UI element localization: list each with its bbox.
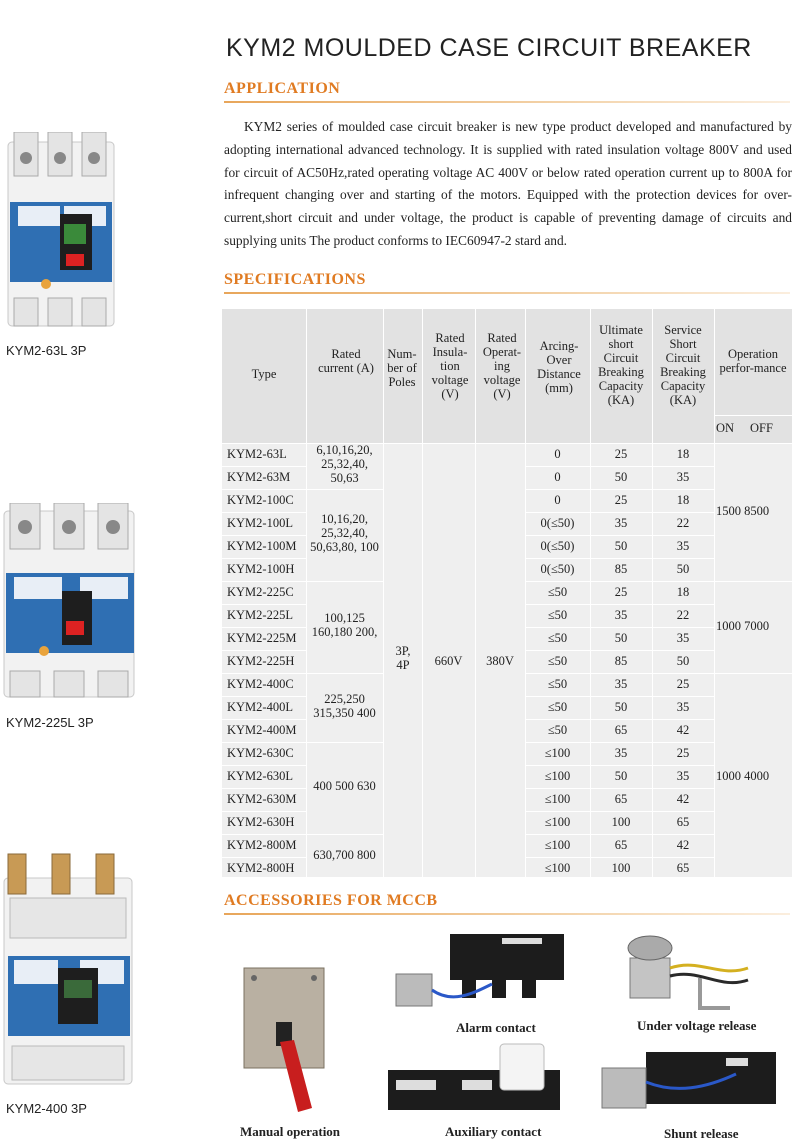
row-type: KYM2-630L <box>227 769 293 783</box>
row-ultimate: 85 <box>614 562 628 576</box>
row-separator <box>525 696 714 697</box>
row-separator <box>525 719 714 720</box>
row-separator <box>222 696 306 697</box>
row-service: 25 <box>676 746 690 760</box>
group-separator <box>306 834 383 835</box>
row-separator <box>525 466 714 467</box>
row-separator <box>222 673 306 674</box>
row-arcing: ≤50 <box>547 608 568 622</box>
row-separator <box>525 650 714 651</box>
header-operation: Operation perfor-mance <box>719 347 787 375</box>
header-off: OFF <box>750 421 773 435</box>
row-separator <box>222 834 306 835</box>
row-type: KYM2-100M <box>227 539 297 553</box>
accessories-rule <box>224 913 790 915</box>
row-ultimate: 35 <box>614 608 628 622</box>
header-on: ON <box>716 421 735 435</box>
row-separator <box>222 535 306 536</box>
row-type: KYM2-225C <box>227 585 294 599</box>
row-arcing: ≤100 <box>544 769 571 783</box>
row-ultimate: 85 <box>614 654 628 668</box>
row-separator <box>525 788 714 789</box>
group-separator <box>306 581 383 582</box>
row-service: 42 <box>676 723 690 737</box>
header-arcing: Arcing-Over Distance (mm) <box>537 339 581 395</box>
operation-group: 1000 7000 <box>716 619 770 633</box>
row-arcing: ≤50 <box>547 654 568 668</box>
product-label-225l: KYM2-225L 3P <box>6 715 94 730</box>
header-poles: Num-ber of Poles <box>387 347 417 389</box>
poles-value: 3P, 4P <box>395 643 411 672</box>
current-group: 10,16,20, 25,32,40, 50,63,80, 100 <box>310 512 379 554</box>
row-ultimate: 65 <box>614 723 628 737</box>
header-type: Type <box>251 367 277 381</box>
breaker-225l-icon <box>0 503 138 703</box>
current-group: 225,250 315,350 400 <box>313 691 376 720</box>
row-type: KYM2-630H <box>227 815 295 829</box>
row-service: 18 <box>676 447 690 461</box>
alarm-contact-image <box>392 924 568 1018</box>
header-current: Rated current (A) <box>318 347 374 375</box>
row-type: KYM2-800H <box>227 861 295 875</box>
row-service: 65 <box>676 815 690 829</box>
row-arcing: 0 <box>554 447 561 461</box>
row-ultimate: 65 <box>614 838 628 852</box>
row-separator <box>222 765 306 766</box>
auxiliary-contact-icon <box>384 1040 564 1120</box>
specifications-heading: SPECIFICATIONS <box>224 271 366 288</box>
under-voltage-image <box>620 928 760 1018</box>
row-type: KYM2-800M <box>227 838 297 852</box>
row-separator <box>222 558 306 559</box>
row-arcing: 0 <box>554 493 561 507</box>
product-image-kym2-63l <box>4 132 120 332</box>
row-separator <box>525 857 714 858</box>
row-separator <box>525 604 714 605</box>
row-separator <box>222 811 306 812</box>
product-label-63l: KYM2-63L 3P <box>6 343 87 358</box>
row-separator <box>222 489 306 490</box>
row-separator <box>525 512 714 513</box>
row-service: 35 <box>676 631 690 645</box>
header-operating: Rated Operat-ing voltage (V) <box>482 331 522 401</box>
row-arcing: ≤100 <box>544 815 571 829</box>
current-group: 6,10,16,20, 25,32,40, 50,63 <box>316 443 373 485</box>
row-service: 65 <box>676 861 690 875</box>
shunt-release-image <box>596 1044 780 1120</box>
row-separator <box>525 489 714 490</box>
row-ultimate: 100 <box>611 861 631 875</box>
accessory-label-shunt: Shunt release <box>664 1126 739 1141</box>
row-arcing: ≤50 <box>547 585 568 599</box>
row-service: 50 <box>676 562 690 576</box>
breaker-63l-icon <box>4 132 120 332</box>
row-service: 35 <box>676 470 690 484</box>
row-separator <box>525 742 714 743</box>
row-ultimate: 65 <box>614 792 628 806</box>
breaker-400-icon <box>0 850 136 1088</box>
row-separator <box>222 512 306 513</box>
row-ultimate: 50 <box>614 700 628 714</box>
row-separator <box>525 535 714 536</box>
row-type: KYM2-400M <box>227 723 297 737</box>
row-ultimate: 25 <box>614 585 628 599</box>
row-separator <box>525 581 714 582</box>
group-separator <box>306 489 383 490</box>
row-ultimate: 35 <box>614 746 628 760</box>
row-arcing: 0 <box>554 470 561 484</box>
row-type: KYM2-630M <box>227 792 297 806</box>
row-ultimate: 50 <box>614 769 628 783</box>
row-type: KYM2-100L <box>227 516 293 530</box>
group-separator <box>306 742 383 743</box>
accessories-heading: ACCESSORIES FOR MCCB <box>224 892 438 909</box>
table-column-line <box>422 309 423 877</box>
row-ultimate: 35 <box>614 677 628 691</box>
row-type: KYM2-100C <box>227 493 294 507</box>
row-separator <box>222 604 306 605</box>
row-service: 22 <box>676 608 690 622</box>
accessory-label-undervoltage: Under voltage release <box>637 1018 757 1033</box>
row-separator <box>222 788 306 789</box>
row-arcing: 0(≤50) <box>540 539 575 553</box>
row-arcing: ≤50 <box>547 700 568 714</box>
row-ultimate: 50 <box>614 470 628 484</box>
row-separator <box>222 742 306 743</box>
row-ultimate: 50 <box>614 539 628 553</box>
row-type: KYM2-400L <box>227 700 293 714</box>
spec-table <box>222 309 792 877</box>
insulation-voltage-value: 660V <box>434 653 463 668</box>
row-separator <box>525 558 714 559</box>
row-type: KYM2-225M <box>227 631 297 645</box>
row-service: 42 <box>676 838 690 852</box>
row-service: 42 <box>676 792 690 806</box>
current-group: 630,700 800 <box>313 848 376 862</box>
row-arcing: 0(≤50) <box>540 516 575 530</box>
row-service: 25 <box>676 677 690 691</box>
row-type: KYM2-630C <box>227 746 294 760</box>
row-ultimate: 35 <box>614 516 628 530</box>
shunt-release-icon <box>596 1044 780 1120</box>
alarm-contact-icon <box>392 924 568 1018</box>
under-voltage-release-icon <box>620 928 760 1018</box>
row-service: 50 <box>676 654 690 668</box>
specifications-rule <box>224 292 790 294</box>
row-service: 18 <box>676 493 690 507</box>
page-title: KYM2 MOULDED CASE CIRCUIT BREAKER <box>226 34 752 62</box>
accessory-label-auxiliary: Auxiliary contact <box>445 1124 542 1139</box>
row-separator <box>525 673 714 674</box>
row-arcing: ≤100 <box>544 746 571 760</box>
operation-group: 1500 8500 <box>716 504 770 518</box>
row-type: KYM2-63M <box>227 470 291 484</box>
accessory-label-manual: Manual operation <box>240 1124 341 1139</box>
product-image-kym2-225l <box>0 503 138 703</box>
product-label-400: KYM2-400 3P <box>6 1101 87 1116</box>
row-ultimate: 25 <box>614 493 628 507</box>
row-arcing: ≤100 <box>544 792 571 806</box>
row-arcing: ≤100 <box>544 861 571 875</box>
table-column-line <box>306 309 307 877</box>
row-separator <box>525 627 714 628</box>
operation-group: 1000 4000 <box>716 768 770 783</box>
row-separator <box>525 834 714 835</box>
row-service: 35 <box>676 769 690 783</box>
row-type: KYM2-225L <box>227 608 293 622</box>
auxiliary-contact-image <box>384 1040 564 1120</box>
group-separator <box>714 673 792 674</box>
row-separator <box>525 765 714 766</box>
product-image-kym2-400 <box>0 850 136 1088</box>
row-service: 35 <box>676 700 690 714</box>
table-column-line <box>383 309 384 877</box>
row-separator <box>222 627 306 628</box>
row-arcing: 0(≤50) <box>540 562 575 576</box>
header-subdivider <box>714 415 792 416</box>
manual-operation-icon <box>236 962 332 1122</box>
row-ultimate: 50 <box>614 631 628 645</box>
group-separator <box>714 581 792 582</box>
row-separator <box>222 719 306 720</box>
application-heading: APPLICATION <box>224 80 341 97</box>
row-service: 18 <box>676 585 690 599</box>
row-type: KYM2-400C <box>227 677 294 691</box>
row-ultimate: 25 <box>614 447 628 461</box>
application-text: KYM2 series of moulded case circuit breaker is new type product developed and manufactured by adopting international advanced technology. It is supplied with rated insulation voltage 800V and used for circuit of AC50Hz,rated operating voltage AC 400V or below rated operation current up to 800A for infrequent changing over and starting of the motors. Equipped with the protection devices for over-current,short circuit and under voltage, the product is capable of preventing damage of circuits and supplying units The product conforms to IEC60947-2 stard and. <box>224 119 792 248</box>
current-group: 100,125 160,180 200, <box>311 611 378 639</box>
current-group: 400 500 630 <box>313 779 376 793</box>
accessory-label-alarm: Alarm contact <box>456 1020 536 1035</box>
header-service: Service Short Circuit Breaking Capacity (KA) <box>660 323 706 407</box>
row-arcing: ≤100 <box>544 838 571 852</box>
application-rule <box>224 101 790 103</box>
operating-voltage-value: 380V <box>486 653 514 668</box>
row-separator <box>222 857 306 858</box>
row-arcing: ≤50 <box>547 723 568 737</box>
row-separator <box>222 581 306 582</box>
row-separator <box>222 650 306 651</box>
group-separator <box>306 673 383 674</box>
row-service: 22 <box>676 516 690 530</box>
header-ultimate: Ultimate short Circuit Breaking Capacity (KA) <box>598 323 644 407</box>
row-separator <box>222 466 306 467</box>
manual-operation-image <box>236 962 332 1122</box>
row-type: KYM2-100H <box>227 562 295 576</box>
table-column-line <box>714 309 715 877</box>
row-ultimate: 100 <box>611 815 631 829</box>
row-type: KYM2-63L <box>227 447 287 461</box>
row-separator <box>525 811 714 812</box>
row-type: KYM2-225H <box>227 654 295 668</box>
row-arcing: ≤50 <box>547 631 568 645</box>
row-arcing: ≤50 <box>547 677 568 691</box>
row-service: 35 <box>676 539 690 553</box>
header-insulation: Rated Insula-tion voltage (V) <box>431 331 469 401</box>
